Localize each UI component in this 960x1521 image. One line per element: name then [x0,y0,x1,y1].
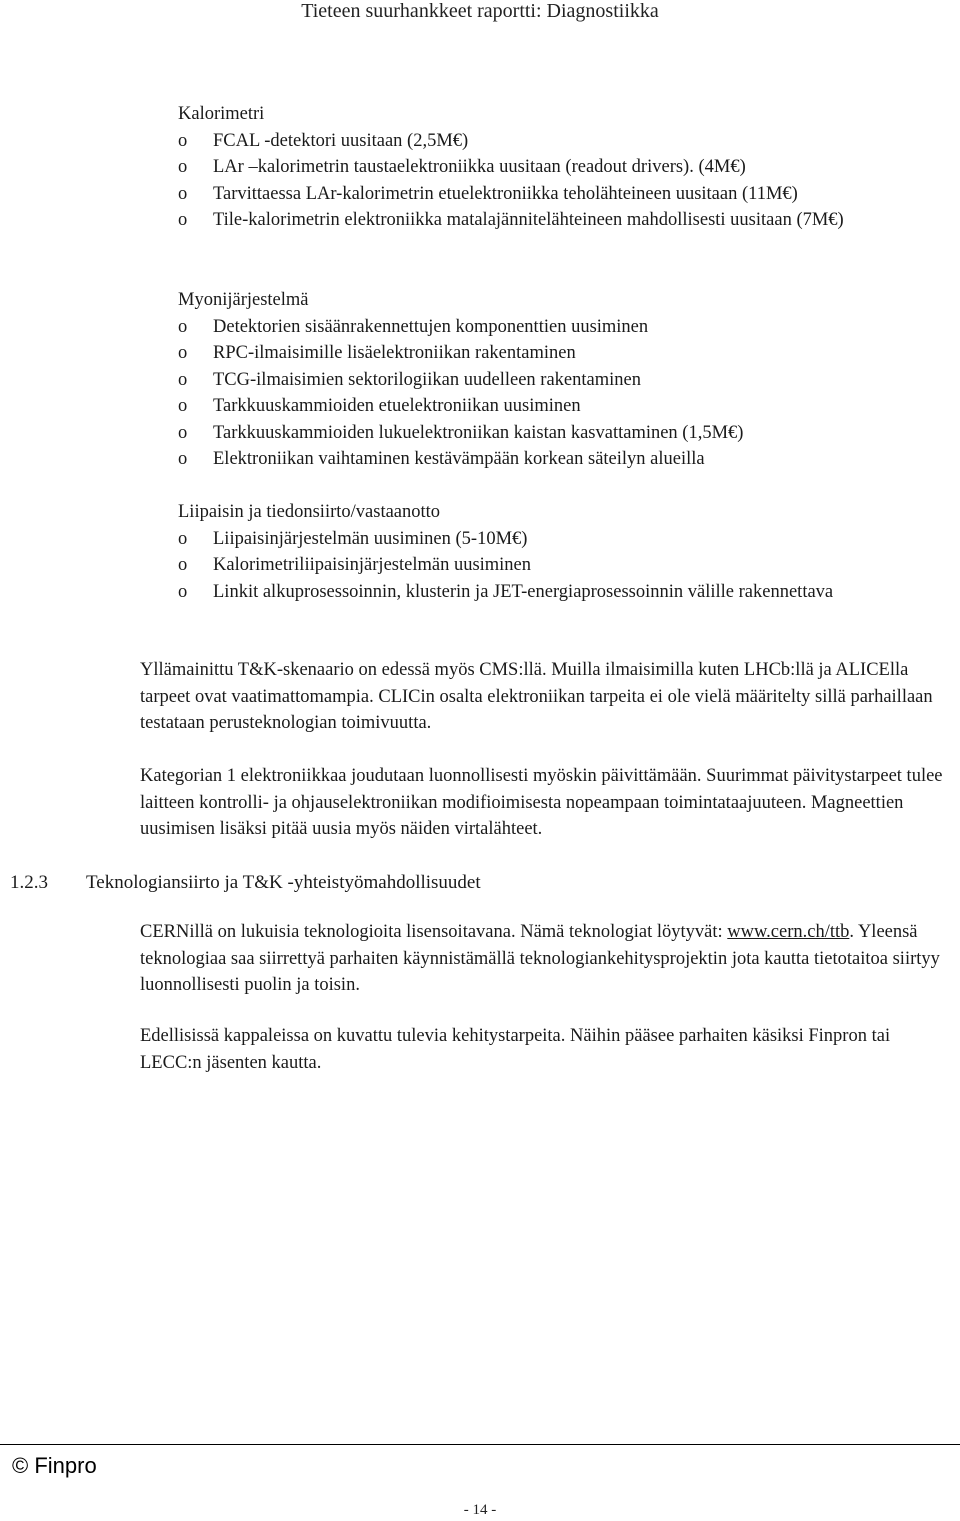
list-item-text: Kalorimetriliipaisinjärjestelmän uusiminen [213,555,532,575]
page-header: Tieteen suurhankkeet raportti: Diagnostiikka [301,0,659,22]
bullet-marker: o [178,369,188,390]
list-item [178,340,938,367]
list-item [178,526,938,553]
list-item [178,393,938,420]
bullet-marker: o [178,555,188,575]
list-item [178,207,913,234]
bullet-marker: o [178,422,188,443]
paragraph-cms: Yllämainittu T&K-skenaario on edessä myös CMS:llä. Muilla ilmaisimilla kuten LHCb:llä ja ALICElla tarpeet ovat vaatimattomampia. CLICin osalta elektroniikan tarpeita ei ole vielä määritelty sillä parhaillaan testataan perusteknologian toimivuutta. [140,660,933,733]
list-item-text: Tarvittaessa LAr-kalorimetrin etuelektroniikka teholähteineen uusitaan (11M€) [213,183,798,204]
cern-text-after: . Yleensä teknologiaa saa siirrettyä parhaiten käynnistämällä teknologiankehitysprojektin jota kautta tietotaitoa siirtyy luonnollisesti puolin ja toisin. [140,922,940,995]
bullet-marker: o [178,449,188,469]
kalorimetri-section [178,101,938,234]
bullet-marker: o [178,210,188,230]
list-item [178,314,938,341]
list-item [178,154,938,181]
list-item [178,181,938,208]
list-item-text: FCAL -detektori uusitaan (2,5M€) [213,130,469,151]
list-item [178,552,938,579]
footer-divider [0,1444,960,1445]
section-heading [10,870,481,896]
list-item [178,128,938,155]
section-title: Teknologiansiirto ja T&K -yhteistyömahdollisuudet [86,872,481,893]
bullet-marker: o [178,581,188,602]
list-item [178,420,938,447]
kalorimetri-title: Kalorimetri [178,104,265,124]
list-item-text: LAr –kalorimetrin taustaelektroniikka uusitaan (readout drivers). (4M€) [213,157,746,177]
list-item [178,367,938,394]
list-item-text: Detektorien sisäänrakennettujen komponenttien uusiminen [213,316,649,337]
bullet-marker: o [178,396,188,416]
liipaisin-section [178,499,938,605]
bullet-marker: o [178,316,188,337]
list-item-text: Liipaisinjärjestelmän uusiminen (5-10M€) [213,528,528,549]
footer-brand: © Finpro [12,1453,97,1478]
list-item-text: Elektroniikan vaihtaminen kestävämpään korkean säteilyn alueilla [213,449,705,469]
paragraph-closing: Edellisissä kappaleissa on kuvattu tulevia kehitystarpeita. Näihin pääsee parhaiten käsiksi Finpron tai LECC:n jäsenten kautta. [140,1026,891,1073]
myoni-section [178,287,938,473]
list-item-text: Tarkkuuskammioiden lukuelektroniikan kaistan kasvattaminen (1,5M€) [213,422,744,443]
list-item [178,446,938,473]
myoni-title: Myonijärjestelmä [178,290,309,310]
cern-text-before: CERNillä on lukuisia teknologioita lisensoitavana. Nämä teknologiat löytyvät: [140,922,728,942]
list-item [178,579,913,606]
liipaisin-title: Liipaisin ja tiedonsiirto/vastaanotto [178,502,441,522]
list-item-text: RPC-ilmaisimille lisäelektroniikan rakentaminen [213,343,576,363]
page-number: - 14 - [463,1502,497,1518]
list-item-text: Tarkkuuskammioiden etuelektroniikan uusiminen [213,396,581,416]
paragraph-cern [140,919,955,999]
section-number: 1.2.3 [10,872,48,893]
bullet-marker: o [178,343,188,363]
bullet-marker: o [178,528,188,549]
cern-ttb-link[interactable]: www.cern.ch/ttb [727,922,850,942]
bullet-marker: o [178,183,188,204]
bullet-marker: o [178,157,188,177]
list-item-text: Linkit alkuprosessoinnin, klusterin ja JET-energiaprosessoinnin välille rakennettava [213,581,834,602]
bullet-marker: o [178,130,188,151]
list-item-text: Tile-kalorimetrin elektroniikka matalajännitelähteineen mahdollisesti uusitaan (7M€) [213,210,844,230]
paragraph-kategoria: Kategorian 1 elektroniikkaa joudutaan luonnollisesti myöskin päivittämään. Suurimmat päivitystarpeet tulee laitteen kontrolli- ja ohjauselektroniikan modifioimisesta nopeampaan toimintataajuuteen. Magneettien uusimisen lisäksi pitää uusia myös näiden virtalähteet. [140,766,943,839]
list-item-text: TCG-ilmaisimien sektorilogiikan uudelleen rakentaminen [213,369,641,390]
